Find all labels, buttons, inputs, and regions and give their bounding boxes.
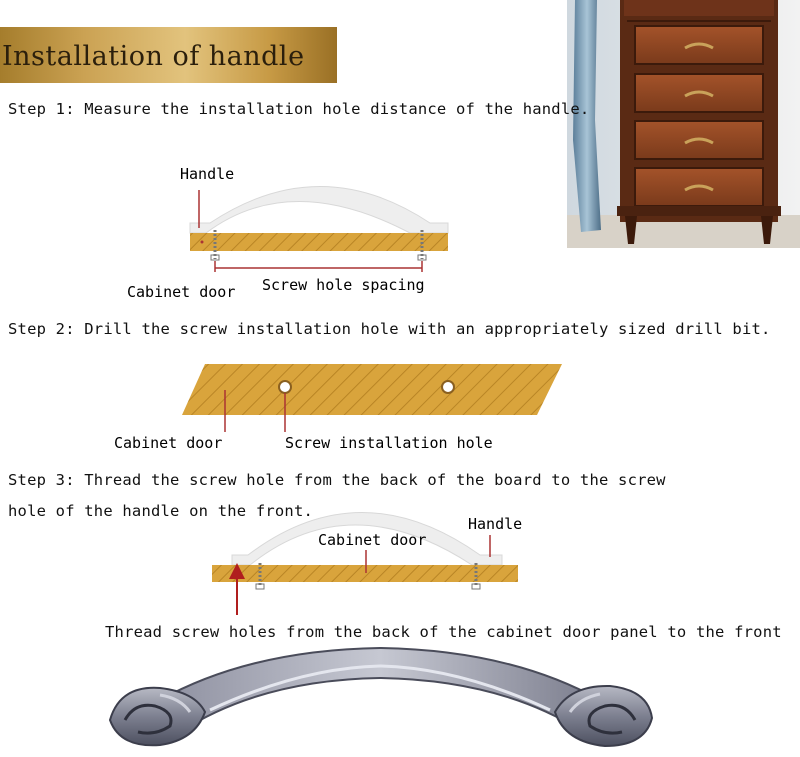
label-cabinet-door-2: Cabinet door <box>114 434 223 452</box>
page-title: Installation of handle <box>2 41 305 72</box>
label-screw-installation-hole: Screw installation hole <box>285 434 493 452</box>
handle-shape <box>190 187 448 234</box>
diagram-step-3 <box>210 505 530 620</box>
cabinet-door-board-3 <box>212 565 518 582</box>
antique-handle-image <box>100 640 660 757</box>
step-3-caption: Thread screw holes from the back of the cabinet door panel to the front <box>105 623 782 641</box>
step-3-text-line-1: Step 3: Thread the screw hole from the back of the board to the screw <box>8 471 666 489</box>
label-cabinet-door: Cabinet door <box>127 283 236 301</box>
cabinet-photo <box>567 0 800 248</box>
step-2-text: Step 2: Drill the screw installation hole with an appropriately sized drill bit. <box>8 320 771 338</box>
label-handle-3: Handle <box>468 515 523 533</box>
step-3-text-line-2: hole of the handle on the front. <box>8 502 314 520</box>
step-1-text: Step 1: Measure the installation hole distance of the handle. <box>8 100 590 118</box>
label-cabinet-door-3: Cabinet door <box>318 531 427 549</box>
drilled-board <box>182 364 562 415</box>
diagram-step-2 <box>110 360 570 460</box>
label-handle: Handle <box>180 165 235 183</box>
drilled-hole-right <box>442 381 454 393</box>
cabinet-door-board <box>190 233 448 251</box>
label-screw-hole-spacing: Screw hole spacing <box>262 276 425 294</box>
drilled-hole-left <box>279 381 291 393</box>
diagram-step-1 <box>127 160 470 301</box>
